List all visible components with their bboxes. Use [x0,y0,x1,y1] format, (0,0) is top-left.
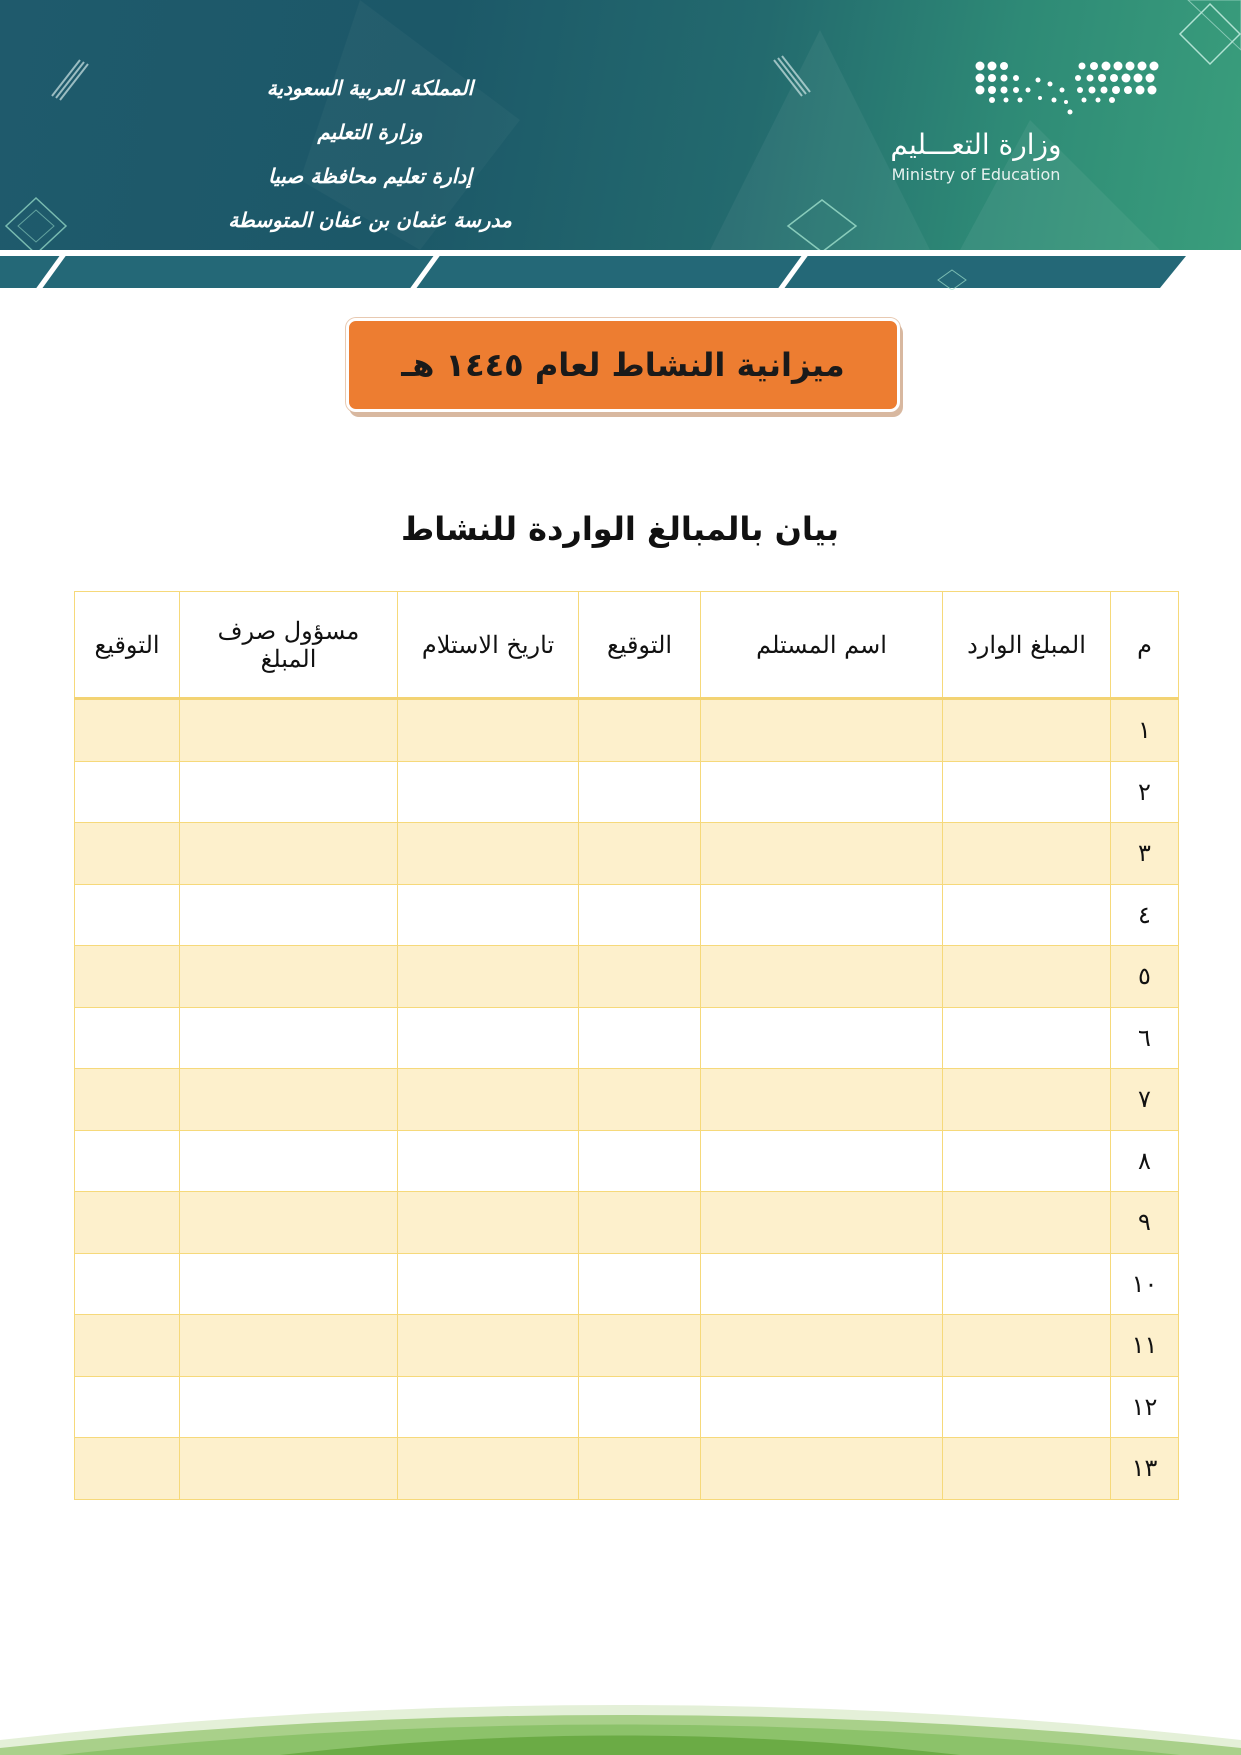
disburser-cell[interactable] [180,1376,398,1438]
amount-cell[interactable] [943,1438,1111,1500]
col-header-recipient: اسم المستلم [701,592,943,699]
table-row [75,946,1179,1008]
amount-cell[interactable] [943,761,1111,823]
signature-2-cell[interactable] [75,1069,180,1131]
ministry-arabic-name: وزارة التعـــليم [890,128,1062,161]
disburser-cell[interactable] [180,1192,398,1254]
amount-cell[interactable] [943,1315,1111,1377]
amount-cell[interactable] [943,823,1111,885]
row-index: ١٠ [1111,1253,1179,1315]
signature-2-cell[interactable] [75,1315,180,1377]
signature-2-cell[interactable] [75,1192,180,1254]
receipt-date-cell[interactable] [398,884,579,946]
amount-cell[interactable] [943,1130,1111,1192]
disburser-cell[interactable] [180,1438,398,1500]
signature-2-cell[interactable] [75,884,180,946]
recipient-cell[interactable] [701,1438,943,1500]
signature-cell[interactable] [579,1376,701,1438]
disburser-cell[interactable] [180,699,398,762]
row-index: ٢ [1111,761,1179,823]
recipient-cell[interactable] [701,1315,943,1377]
signature-cell[interactable] [579,1069,701,1131]
row-index: ١١ [1111,1315,1179,1377]
disburser-cell[interactable] [180,761,398,823]
signature-2-cell[interactable] [75,1253,180,1315]
amount-cell[interactable] [943,1376,1111,1438]
col-header-signature-2: التوقيع [75,592,180,699]
row-index: ٧ [1111,1069,1179,1131]
col-header-receipt-date: تاريخ الاستلام [398,592,579,699]
receipt-date-cell[interactable] [398,823,579,885]
table-row [75,761,1179,823]
table-row [75,699,1179,762]
recipient-cell[interactable] [701,1130,943,1192]
receipt-date-cell[interactable] [398,761,579,823]
table-heading: بيان بالمبالغ الواردة للنشاط [401,510,839,548]
receipt-date-cell[interactable] [398,1192,579,1254]
row-index: ١ [1111,699,1179,762]
page-title: ميزانية النشاط لعام ١٤٤٥ هـ [346,318,900,412]
disburser-cell[interactable] [180,946,398,1008]
footer-wave [0,1680,1241,1755]
table-header-row [75,592,1179,699]
receipt-date-cell[interactable] [398,1069,579,1131]
recipient-cell[interactable] [701,1376,943,1438]
amount-cell[interactable] [943,1253,1111,1315]
amount-cell[interactable] [943,1007,1111,1069]
receipt-date-cell[interactable] [398,1376,579,1438]
signature-cell[interactable] [579,946,701,1008]
recipient-cell[interactable] [701,1253,943,1315]
recipient-cell[interactable] [701,823,943,885]
amount-cell[interactable] [943,1192,1111,1254]
table-row [75,1007,1179,1069]
ministry-english-name: Ministry of Education [891,165,1061,184]
row-index: ٨ [1111,1130,1179,1192]
recipient-cell[interactable] [701,699,943,762]
signature-2-cell[interactable] [75,1007,180,1069]
col-header-index: م [1111,592,1179,699]
table-row [75,1438,1179,1500]
table-row [75,823,1179,885]
table-row [75,884,1179,946]
disburser-cell[interactable] [180,1315,398,1377]
col-header-amount: المبلغ الوارد [943,592,1111,699]
signature-2-cell[interactable] [75,1438,180,1500]
header-banner [0,0,1241,290]
receipt-date-cell[interactable] [398,1253,579,1315]
col-header-signature: التوقيع [579,592,701,699]
recipient-cell[interactable] [701,884,943,946]
signature-cell[interactable] [579,823,701,885]
row-index: ٦ [1111,1007,1179,1069]
recipient-cell[interactable] [701,761,943,823]
amount-cell[interactable] [943,946,1111,1008]
table-row [75,1069,1179,1131]
district-line: إدارة تعليم محافظة صبيا [268,164,472,188]
school-info [150,66,590,242]
receipt-date-cell[interactable] [398,1130,579,1192]
row-index: ١٣ [1111,1438,1179,1500]
receipt-date-cell[interactable] [398,1438,579,1500]
amounts-table [74,591,1179,1500]
table-row [75,1130,1179,1192]
amount-cell[interactable] [943,699,1111,762]
recipient-cell[interactable] [701,1069,943,1131]
row-index: ٣ [1111,823,1179,885]
signature-cell[interactable] [579,1130,701,1192]
disburser-cell[interactable] [180,1069,398,1131]
table-row [75,1192,1179,1254]
signature-cell[interactable] [579,1007,701,1069]
table-row [75,1315,1179,1377]
table-row [75,1253,1179,1315]
signature-2-cell[interactable] [75,761,180,823]
disburser-cell[interactable] [180,1130,398,1192]
signature-2-cell[interactable] [75,1376,180,1438]
signature-2-cell[interactable] [75,1130,180,1192]
signature-cell[interactable] [579,761,701,823]
signature-cell[interactable] [579,884,701,946]
amount-cell[interactable] [943,1069,1111,1131]
signature-cell[interactable] [579,1192,701,1254]
ministry-line: وزارة التعليم [317,120,423,144]
signature-2-cell[interactable] [75,699,180,762]
row-index: ٤ [1111,884,1179,946]
disburser-cell[interactable] [180,823,398,885]
receipt-date-cell[interactable] [398,1007,579,1069]
table-row [75,1376,1179,1438]
row-index: ١٢ [1111,1376,1179,1438]
school-name-line: مدرسة عثمان بن عفان المتوسطة [228,208,512,232]
table-body [75,699,1179,1500]
row-index: ٩ [1111,1192,1179,1254]
amount-cell[interactable] [943,884,1111,946]
receipt-date-cell[interactable] [398,1315,579,1377]
signature-cell[interactable] [579,1253,701,1315]
recipient-cell[interactable] [701,946,943,1008]
receipt-date-cell[interactable] [398,699,579,762]
signature-cell[interactable] [579,1315,701,1377]
disburser-cell[interactable] [180,1253,398,1315]
disburser-cell[interactable] [180,884,398,946]
signature-2-cell[interactable] [75,946,180,1008]
recipient-cell[interactable] [701,1007,943,1069]
col-header-disburser: مسؤول صرف المبلغ [180,592,398,699]
receipt-date-cell[interactable] [398,946,579,1008]
disburser-cell[interactable] [180,1007,398,1069]
signature-cell[interactable] [579,1438,701,1500]
signature-2-cell[interactable] [75,823,180,885]
recipient-cell[interactable] [701,1192,943,1254]
row-index: ٥ [1111,946,1179,1008]
kingdom-line: المملكة العربية السعودية [266,76,474,100]
signature-cell[interactable] [579,699,701,762]
